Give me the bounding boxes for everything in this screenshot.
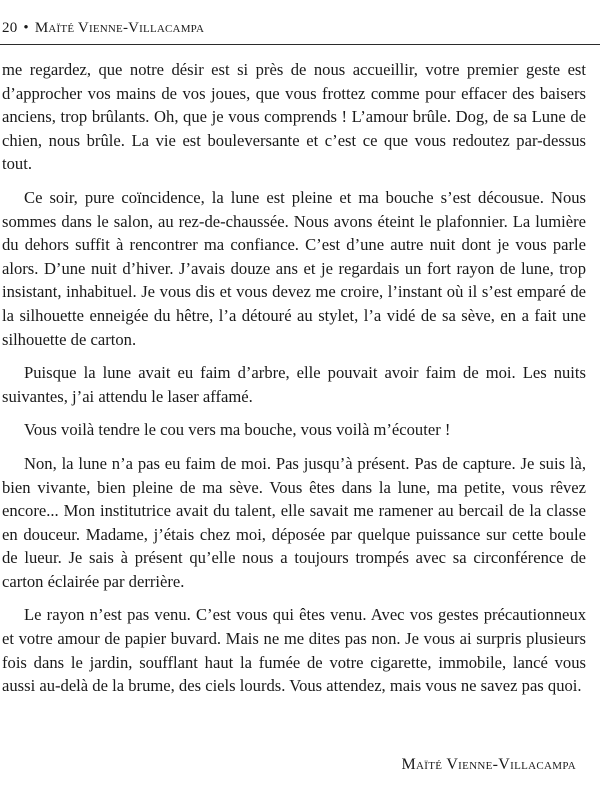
- running-title: Maïté Vienne-Villacampa: [34, 20, 205, 36]
- running-head: [2, 20, 204, 37]
- paragraph-1: me regardez, que notre désir est si près de nous accueillir, votre premier geste est d’approcher vos mains de vos joues, que vous frottez comme pour effacer des baisers anciens, trop brûlants. Oh, que je vous comprends ! L’amour brûle. Dog, de sa Lune de chien, nous brûle. La vie est bouleversante et c’est ce que vous redoutez par-dessus tout.: [2, 60, 586, 174]
- paragraph-6: Le rayon n’est pas venu. C’est vous qui êtes venu. Avec vos gestes précautionneux et votre amour de papier buvard. Mais ne me dites pas non. Je vous ai surpris plusieurs fois dans le jardin, soufflant haut la fumée de votre cigarette, immobile, lancé vous aussi au-delà de la brume, des ciels lourds. Vous attendez, mais vous ne savez pas quoi.: [2, 605, 586, 696]
- paragraph-2: Ce soir, pure coïncidence, la lune est pleine et ma bouche s’est décousue. Nous sommes dans le salon, au rez-de-chaussée. Nous avons éteint le plafonnier. La lumière du dehors suffit à rencontrer ma confiance. C’est d’une autre nuit dont je vous parle alors. D’une nuit d’hiver. J’avais douze ans et je regardais un fort rayon de lune, trop insistant, inhabituel. Je vous dis et vous devez me croire, l’instant où il s’est emparé de la silhouette enneigée du hêtre, l’a détouré au stylet, l’a vidé de sa sève, en a fait une silhouette de carton.: [2, 187, 586, 349]
- header-rule: [0, 44, 600, 45]
- header-separator: •: [23, 20, 29, 36]
- paragraph-4: Vous voilà tendre le cou vers ma bouche, vous voilà m’écouter !: [24, 420, 451, 440]
- paragraph-3: Puisque la lune avait eu faim d’arbre, elle pouvait avoir faim de moi. Les nuits suivantes, j’ai attendu le laser affamé.: [2, 363, 586, 406]
- page-number: 20: [2, 20, 18, 36]
- body-text: [2, 58, 586, 708]
- paragraph-5: Non, la lune n’a pas eu faim de moi. Pas jusqu’à présent. Pas de capture. Je suis là, bien vivante, bien pleine de ma sève. Vous êtes dans la lune, ma petite, vous rêvez encore... Mon institutrice avait du talent, elle savait me ramener au bercail de la classe en douceur. Madame, j’étais chez moi, déposée par quelque puissance sur cette boule de lueur. Je sais à présent qu’elle nous a toujours trompés avec sa circonférence de carton éclairée par derrière.: [2, 453, 586, 591]
- author-signature: Maïté Vienne-Villacampa: [401, 756, 576, 773]
